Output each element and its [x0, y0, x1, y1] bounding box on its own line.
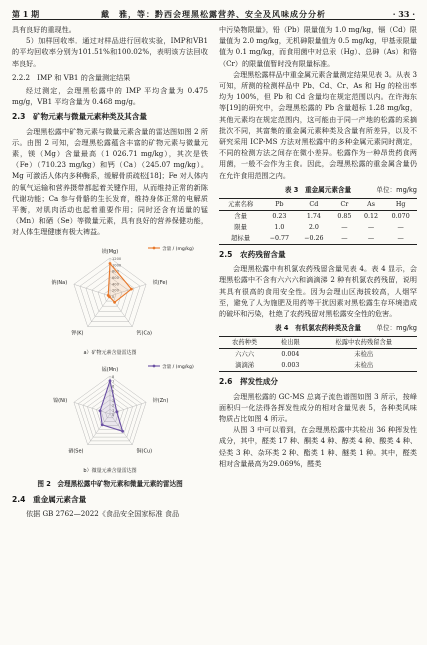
table-header-row — [219, 199, 417, 211]
table-cell: −0.26 — [304, 235, 324, 243]
table-4-caption — [219, 323, 417, 334]
table-cell: 未检出 — [354, 362, 374, 370]
subfigure-caption: a）矿物元素含量雷达图 — [83, 349, 137, 356]
paragraph: 经过测定，会理黑松露中的 IMP 平均含量为 0.475 mg/g，VB1 平均含量为 0.468 mg/g。 — [12, 86, 208, 107]
running-title: 戴 雅，等：黔西会理黑松露营养、安全及风味成分分析 — [101, 9, 326, 19]
table-cell: — — [397, 224, 404, 232]
radar-tick-label: 600 — [112, 275, 119, 280]
legend-marker — [153, 364, 156, 367]
section-heading: 2.4 重金属元素含量 — [12, 494, 87, 504]
paragraph: 中污染物限量》，铅（Pb）限量值为 1.0 mg/kg，镉（Cd）限量值为 2.0 mg/kg，无机砷限量值为 0.5 mg/kg，甲基汞限量值为 0.1 mg/kg，而食用菌中对总汞（Hg）、总砷（As）和铬（Cr）的限量值暂时没有限量标准。 — [219, 25, 417, 68]
table-cell: −0.77 — [269, 235, 290, 243]
radar-point — [130, 287, 133, 290]
radar-tick-label: 3 — [112, 398, 115, 403]
table-header-cell: 松露中农药残留含量 — [310, 337, 417, 349]
radar-point — [101, 423, 104, 426]
table-header-cell: 元素名称 — [219, 199, 262, 211]
radar-point — [99, 409, 102, 412]
right-column — [219, 24, 417, 469]
paragraph: 会理黑松露中矿物元素与微量元素含量的雷达图如图 2 所示。由图 2 可知，会理黑松露蕴含丰富的矿物元素与微量元素，镁（Mg）含量最高（1 026.71 mg/kg），其次是铁（Fe）（710.23 mg/kg）和钙（Ca）（245.07 mg/kg）。Mg 可激活人体内多种酶系，缓解骨质疏松[18]；Fe 对人体内的氧气运输和营养摄带都起着关键作用，从而维持正常的新陈代谢功能；Ca 参与骨骼的生长发育，维持身体正常的电解质平衡，对肌肉活动也起着重要作用；同时还含有适量的锰（Mn）和硒（Se）等微量元素，具有良好的营养保健功能，对人体生理健康有极大裨益。 — [12, 126, 208, 237]
table-cell: 0.003 — [281, 362, 300, 370]
radar-category-label: 钠(Na) — [51, 279, 68, 286]
header-rule — [12, 19, 415, 20]
radar-tick-label: 5 — [112, 388, 115, 393]
radar-point — [121, 430, 124, 433]
table-unit: 单位：mg/kg — [376, 185, 417, 194]
table-cell: 限量 — [234, 224, 247, 232]
table-cell: — — [341, 224, 348, 232]
table-row — [219, 349, 417, 361]
radar-category-label: 锰(Mn) — [101, 366, 119, 373]
table-cell: — — [367, 224, 375, 232]
radar-series-line — [108, 263, 131, 302]
radar-category-label: 铁(Fe) — [152, 279, 168, 286]
legend-marker — [153, 246, 156, 249]
radar-category-label: 锌(Zn) — [152, 397, 169, 404]
table-header-cell: 检出限 — [270, 337, 310, 349]
table-cell: — — [367, 235, 375, 243]
table-header-cell: Cr — [331, 199, 358, 211]
subsection-heading: 2.2.2 IMP 和 VB1 的含量测定结果 — [12, 72, 131, 82]
radar-tick-label: 200 — [112, 288, 119, 293]
paragraph: 会理黑松露样品中重金属元素含量测定结果见表 3。从表 3 可知，所测的检测样品中 Pb、Cd、Cr、As 和 Hg 的检出率均为 100%，但 Pb 和 Cd 含量均在规定范围以内。在许海东等[19]的研究中，会理黑松露的 Pb 含量超标 1.28 mg/kg，其他元素均在规定范围内，这可能由于同一产地的松露的采摘批次不同，其富集的重金属元素种类及含量有所差异，以及不研究采用 ICP-MS 方法对黑松露中的多种金属元素同时测定，不同的检测方法之间存在微小差异。松露作为一种昂贵药食两用菌，一般不会作为主食。因此，会理黑松露的重金属含量仍在允许食用范围之内。 — [219, 69, 417, 180]
table-header-row — [219, 337, 417, 349]
table-cell: 0.070 — [391, 213, 410, 221]
table-cell: 0.004 — [281, 351, 300, 359]
table-header-cell: Pb — [262, 199, 296, 211]
section-heading: 2.3 矿物元素与微量元素种类及其含量 — [12, 112, 147, 122]
table-cell: 超标量 — [231, 235, 251, 243]
table-cell: — — [397, 235, 404, 243]
table-title: 表 3 重金属元素含量 — [284, 185, 352, 194]
table-row — [219, 222, 417, 233]
paragraph: 5）加样回收率．通过对样品进行回收实验，IMP和VB1的平均回收率分别为101.51%和100.02%，表明该方法回收率良好。 — [12, 36, 208, 68]
table-cell: 含量 — [234, 213, 247, 221]
left-column — [12, 24, 208, 519]
table-cell: 1.74 — [306, 213, 321, 221]
figure-2 — [12, 240, 208, 476]
table-cell: 2.0 — [308, 224, 319, 232]
radar-tick-label: 800 — [112, 269, 119, 274]
paragraph: 会理黑松露中有机氯农药残留含量见表 4。表 4 显示，会理黑松露中不含有六六六和滴滴涕 2 种有机氯农药残留，说明其具有很高的食用安全性。因为会理山区海拔较高，人烟罕至，避免了人为施肥及用药等干扰因素对黑松露生存环境造成的破坏和污染，杜绝了农药残留对黑松露安全性的危害。 — [219, 264, 417, 319]
radar-tick-label: 2 — [112, 403, 115, 408]
radar-tick-label: 8 — [112, 374, 115, 379]
radar-tick-label: 1 — [112, 407, 115, 412]
table-unit: 单位：mg/kg — [376, 324, 417, 333]
table-cell: 0.85 — [337, 213, 352, 221]
figure-caption: 图 2 会理黑松露中矿物元素和微量元素的雷达图 — [37, 479, 183, 488]
radar-chart-trace — [12, 358, 208, 476]
table-cell: 0.23 — [272, 213, 287, 221]
radar-category-label: 钙(Ca) — [136, 330, 152, 337]
table-cell: 六六六 — [235, 351, 255, 359]
table-header-cell: Cd — [297, 199, 331, 211]
radar-category-label: 钾(K) — [71, 330, 84, 337]
radar-tick-label: 400 — [112, 281, 119, 286]
paragraph: 具有良好的重现性。 — [12, 25, 76, 34]
radar-point — [109, 262, 112, 265]
table-row — [219, 211, 417, 223]
table-cell: 0.12 — [364, 213, 379, 221]
table-cell: — — [341, 235, 348, 243]
subfigure-caption: b）微量元素含量雷达图 — [83, 467, 137, 474]
radar-point — [107, 294, 110, 297]
table-row — [219, 233, 417, 245]
radar-tick-label: 6 — [112, 384, 115, 389]
legend-label: 含量 / (mg/kg) — [162, 246, 194, 252]
table-cell: 未检出 — [354, 351, 374, 359]
table-title: 表 4 有机氯农药种类及含量 — [274, 324, 361, 333]
radar-point — [115, 410, 118, 413]
section-heading: 2.5 农药残留含量 — [219, 250, 286, 260]
radar-category-label: 硒(Se) — [68, 448, 84, 455]
radar-point — [113, 301, 116, 304]
radar-tick-label: 1200 — [112, 256, 122, 261]
paragraph: 会理黑松露的 GC-MS 总离子流色谱图如图 3 所示，按峰面积归一化法得各挥发性成分的相对含量见表 5，各种类风味物质占比如图 4 所示。 — [219, 391, 417, 424]
table-header-cell: Hg — [384, 199, 417, 211]
radar-chart-minerals — [12, 240, 208, 358]
radar-series-line — [100, 380, 123, 431]
radar-tick-label: 7 — [112, 379, 115, 384]
radar-category-label: 镁(Mg) — [101, 248, 119, 255]
radar-category-label: 镍(Ni) — [53, 397, 68, 404]
table-3 — [219, 198, 417, 245]
table-cell: 滴滴涕 — [235, 362, 255, 370]
paragraph: 从图 3 中可以看到，在会理黑松露中共检出 36 种挥发性成分，其中，醛类 17 种、酮类 4 种、醇类 4 种、酸类 4 种、烃类 3 种、杂环类 2 种、酯类 1 种、醚类 1 种。其中，醛类相对含量最高为29.069%，醛类 — [219, 425, 417, 468]
table-4 — [219, 336, 417, 372]
section-heading: 2.6 挥发性成分 — [219, 377, 279, 387]
issue-number: 第 1 期 — [12, 9, 40, 19]
radar-tick-label: 4 — [112, 393, 115, 398]
page-number: · 33 · — [392, 9, 415, 19]
radar-tick-label: 0 — [112, 294, 115, 299]
radar-tick-label: 1000 — [112, 262, 122, 267]
table-cell: 1.0 — [274, 224, 285, 232]
radar-tick-label: 0 — [112, 412, 115, 417]
table-3-caption — [219, 185, 417, 196]
radar-category-label: 铜(Cu) — [136, 448, 153, 455]
legend-label: 含量 / (mg/kg) — [162, 364, 194, 370]
radar-point — [109, 379, 115, 384]
paragraph: 依据 GB 2762—2022《食品安全国家标准 食品 — [26, 509, 180, 519]
table-header-cell: As — [358, 199, 385, 211]
table-row — [219, 360, 417, 372]
radar-spoke — [74, 284, 110, 296]
table-header-cell: 农药种类 — [219, 337, 270, 349]
